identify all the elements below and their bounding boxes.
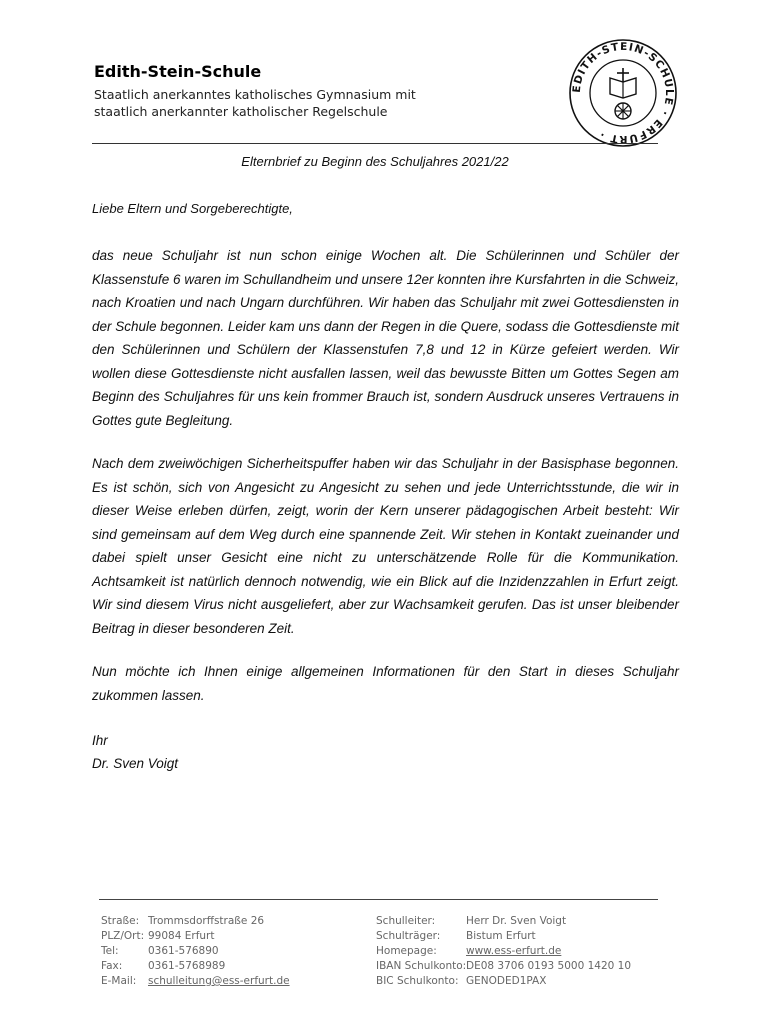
footer-label: BIC Schulkonto: [376, 975, 459, 987]
footer-label: PLZ/Ort: [101, 930, 145, 942]
footer-label: Schulträger: [376, 930, 441, 942]
footer-school-info [376, 914, 631, 989]
footer-row-bic [376, 974, 631, 989]
footer-value: Trommsdorffstraße 26 [148, 915, 265, 927]
homepage-link[interactable]: www.ess-erfurt.de [466, 945, 562, 957]
letter-paragraph-2: Nach dem zweiwöchigen Sicherheitspuffer haben wir das Schuljahr in der Basisphase begonnen. Es ist schön, sich von Angesicht zu Angesicht zu sehen und jede Unterrichtsstunde, die wir in dieser Weise erleben dürfen, zeigt, worin der Kern unserer pädagogischen Arbeit besteht: Wir sind gemeinsam auf dem Weg durch eine spannende Zeit. Wir stehen in Kontakt zueinander und dabei spielt unser Gesicht eine nicht zu unterschätzende Rolle für die Kommunikation. Achtsamkeit ist natürlich dennoch notwendig, wie ein Blick auf die Inzidenzzahlen in Erfurt zeigt. Wir sind diesem Virus nicht ausgeliefert, aber zur Wachsamkeit gerufen. Das ist unser bleibender Beitrag in dieser besonderen Zeit. [92, 456, 679, 636]
header-divider [92, 143, 658, 144]
footer-row-homepage [376, 944, 631, 959]
school-subtitle-line2: staatlich anerkannter katholischer Regelschule [94, 104, 388, 119]
footer-value: 0361-576890 [148, 945, 219, 957]
footer-value: GENODED1PAX [466, 975, 547, 987]
footer-label: Straße: [101, 915, 140, 927]
footer-label: Homepage: [376, 945, 437, 957]
footer-row-tel [101, 944, 290, 959]
footer-row-city [101, 929, 290, 944]
footer-value: Bistum Erfurt [466, 930, 536, 942]
letter-paragraph-3: Nun möchte ich Ihnen einige allgemeinen Informationen für den Start in dieses Schuljahr zukommen lassen. [92, 664, 679, 703]
footer-row-principal [376, 914, 631, 929]
footer-divider [99, 899, 658, 900]
seal-ring-text: EDITH-STEIN-SCHULE · ERFURT · [570, 40, 676, 146]
letter-signature: Dr. Sven Voigt [92, 756, 179, 771]
footer-value: Herr Dr. Sven Voigt [466, 915, 567, 927]
footer-label: Tel: [101, 945, 119, 957]
school-name: Edith-Stein-Schule [94, 62, 262, 81]
school-subtitle-line1: Staatlich anerkanntes katholisches Gymnasium mit [94, 87, 416, 102]
school-seal-logo [568, 38, 678, 148]
footer-value: 0361-5768989 [148, 960, 226, 972]
footer-value: 99084 Erfurt [148, 930, 215, 942]
letterhead [94, 62, 534, 120]
footer-label: Schulleiter: [376, 915, 436, 927]
footer-row-fax [101, 959, 290, 974]
footer-row-iban [376, 959, 631, 974]
footer-contact-info [101, 914, 290, 989]
letter-subject: Elternbrief zu Beginn des Schuljahres 2021/22 [241, 154, 509, 169]
footer-label: Fax: [101, 960, 123, 972]
footer-row-street [101, 914, 290, 929]
email-link[interactable]: schulleitung@ess-erfurt.de [148, 975, 290, 987]
footer-row-sponsor [376, 929, 631, 944]
footer-value: DE08 3706 0193 5000 1420 10 [466, 960, 632, 972]
footer-row-email [101, 974, 290, 989]
letter-salutation: Liebe Eltern und Sorgeberechtigte, [92, 201, 293, 216]
letter-paragraph-1: das neue Schuljahr ist nun schon einige Wochen alt. Die Schülerinnen und Schüler der Klassenstufe 6 waren im Schullandheim und unsere 12er konnten ihre Kursfahrten in die Schweiz, nach Kroatien und nach Ungarn durchführen. Wir haben das Schuljahr mit zwei Gottesdiensten in der Schule begonnen. Leider kam uns dann der Regen in die Quere, sodass die Gottesdienste mit den Schülerinnen und Schülern der Klassenstufen 7,8 und 12 in Kürze gefeiert werden. Wir wollen diese Gottesdienste nicht ausfallen lassen, weil das bewusste Bitten um Gottes Segen am Beginn des Schuljahres für uns kein frommer Brauch ist, sondern Ausdruck unseres Vertrauens in Gottes gute Begleitung. [92, 248, 679, 428]
footer-label: E-Mail: [101, 975, 137, 987]
footer-label: IBAN Schulkonto: [376, 960, 467, 972]
letter-closing: Ihr [92, 733, 108, 748]
